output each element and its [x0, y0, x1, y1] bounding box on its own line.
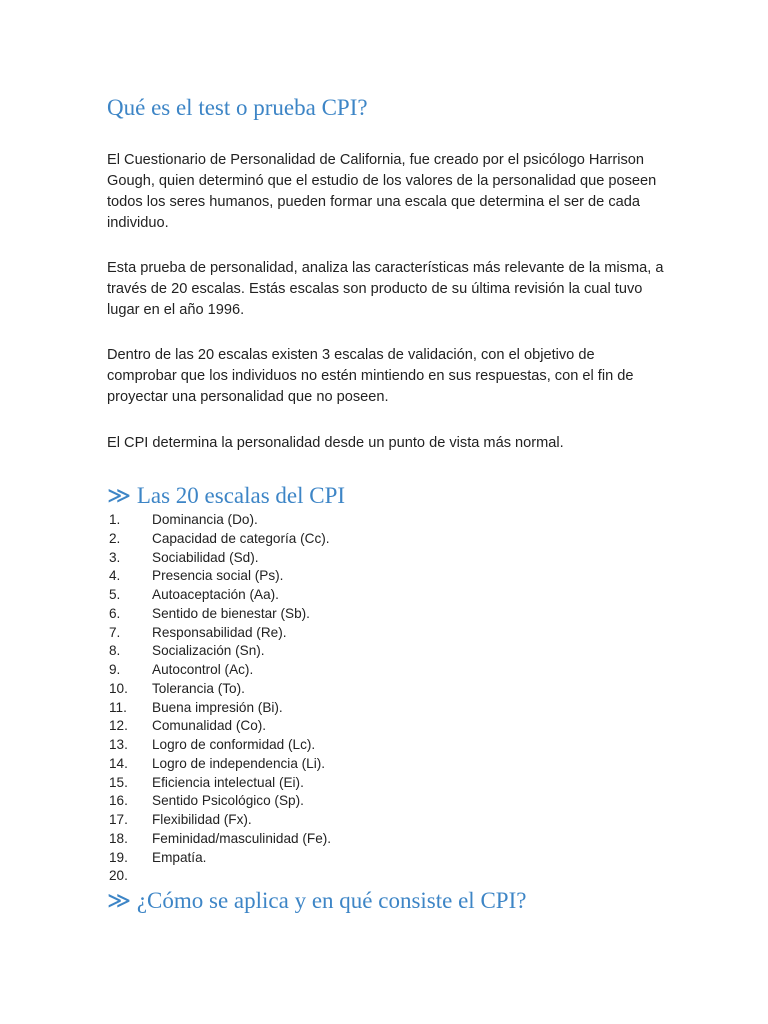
list-item-number: 17.: [109, 812, 128, 827]
paragraph-scales-summary: Esta prueba de personalidad, analiza las características más relevante de la misma, a través de 20 escalas. Estás escalas son producto de su última revisión la cual tuvo lugar en el año 1996.: [107, 260, 664, 318]
paragraph-intro: El Cuestionario de Personalidad de California, fue creado por el psicólogo Harrison Gough, quien determinó que el estudio de los valores de la personalidad que poseen todos los seres humanos, pueden formar una escala que determina el ser de cada individuo.: [107, 152, 657, 231]
list-item-number: 12.: [109, 718, 128, 734]
list-item-number: 10.: [109, 680, 128, 696]
list-item-label: Sociabilidad (Sd).: [152, 549, 259, 565]
list-item-label: Empatía.: [152, 849, 207, 865]
list-item-label: Presencia social (Ps).: [152, 568, 284, 584]
list-item-label: Sentido Psicológico (Sp).: [152, 793, 304, 809]
list-item-label: Logro de conformidad (Lc).: [152, 737, 316, 752]
section-heading-scales: ≫ Las 20 escalas del CPI: [107, 483, 346, 508]
section-heading-how-applied: ≫ ¿Cómo se aplica y en qué consiste el CPI?: [107, 888, 527, 913]
list-item-label: Flexibilidad (Fx).: [152, 812, 252, 827]
list-item-number: 9.: [109, 662, 121, 677]
list-item-number: 5.: [109, 587, 121, 602]
page-title: Qué es el test o prueba CPI?: [107, 95, 368, 120]
list-item-label: Autoaceptación (Aa).: [152, 587, 279, 602]
list-item-label: Tolerancia (To).: [152, 680, 245, 696]
list-item-label: Sentido de bienestar (Sb).: [152, 605, 310, 621]
list-item-number: 11.: [109, 699, 127, 715]
paragraph-validation: Dentro de las 20 escalas existen 3 escalas de validación, con el objetivo de comprobar que los individuos no estén mintiendo en sus respuestas, con el fin de proyectar una personalidad que no poseen.: [107, 347, 634, 405]
list-item-label: Eficiencia intelectual (Ei).: [152, 774, 304, 790]
list-item-number: 3.: [109, 549, 121, 565]
list-item-number: 7.: [109, 624, 121, 640]
list-item-label: Buena impresión (Bi).: [152, 699, 283, 715]
list-item-number: 2.: [109, 530, 121, 546]
list-item-number: 13.: [109, 737, 128, 752]
paragraph-normal-view: El CPI determina la personalidad desde un punto de vista más normal.: [107, 435, 564, 451]
list-item-number: 16.: [109, 793, 128, 809]
list-item-label: Autocontrol (Ac).: [152, 662, 254, 677]
list-item-number: 14.: [109, 755, 128, 771]
list-item-number: 8.: [109, 643, 121, 659]
list-item-number: 6.: [109, 605, 121, 621]
list-item-number: 15.: [109, 774, 128, 790]
list-item-label: Logro de independencia (Li).: [152, 755, 326, 771]
list-item-label: Feminidad/masculinidad (Fe).: [152, 830, 332, 846]
list-item-label: Socialización (Sn).: [152, 643, 265, 659]
list-item-number: 4.: [109, 568, 121, 584]
list-item-label: Dominancia (Do).: [152, 512, 258, 527]
list-item-label: Comunalidad (Co).: [152, 718, 267, 734]
list-item-number: 18.: [109, 830, 128, 846]
list-item-number: 19.: [109, 849, 128, 865]
list-item-number: 1.: [109, 512, 121, 527]
list-item-label: Responsabilidad (Re).: [152, 624, 287, 640]
list-item-number: 20.: [109, 868, 128, 884]
list-item-label: Capacidad de categoría (Cc).: [152, 530, 330, 546]
